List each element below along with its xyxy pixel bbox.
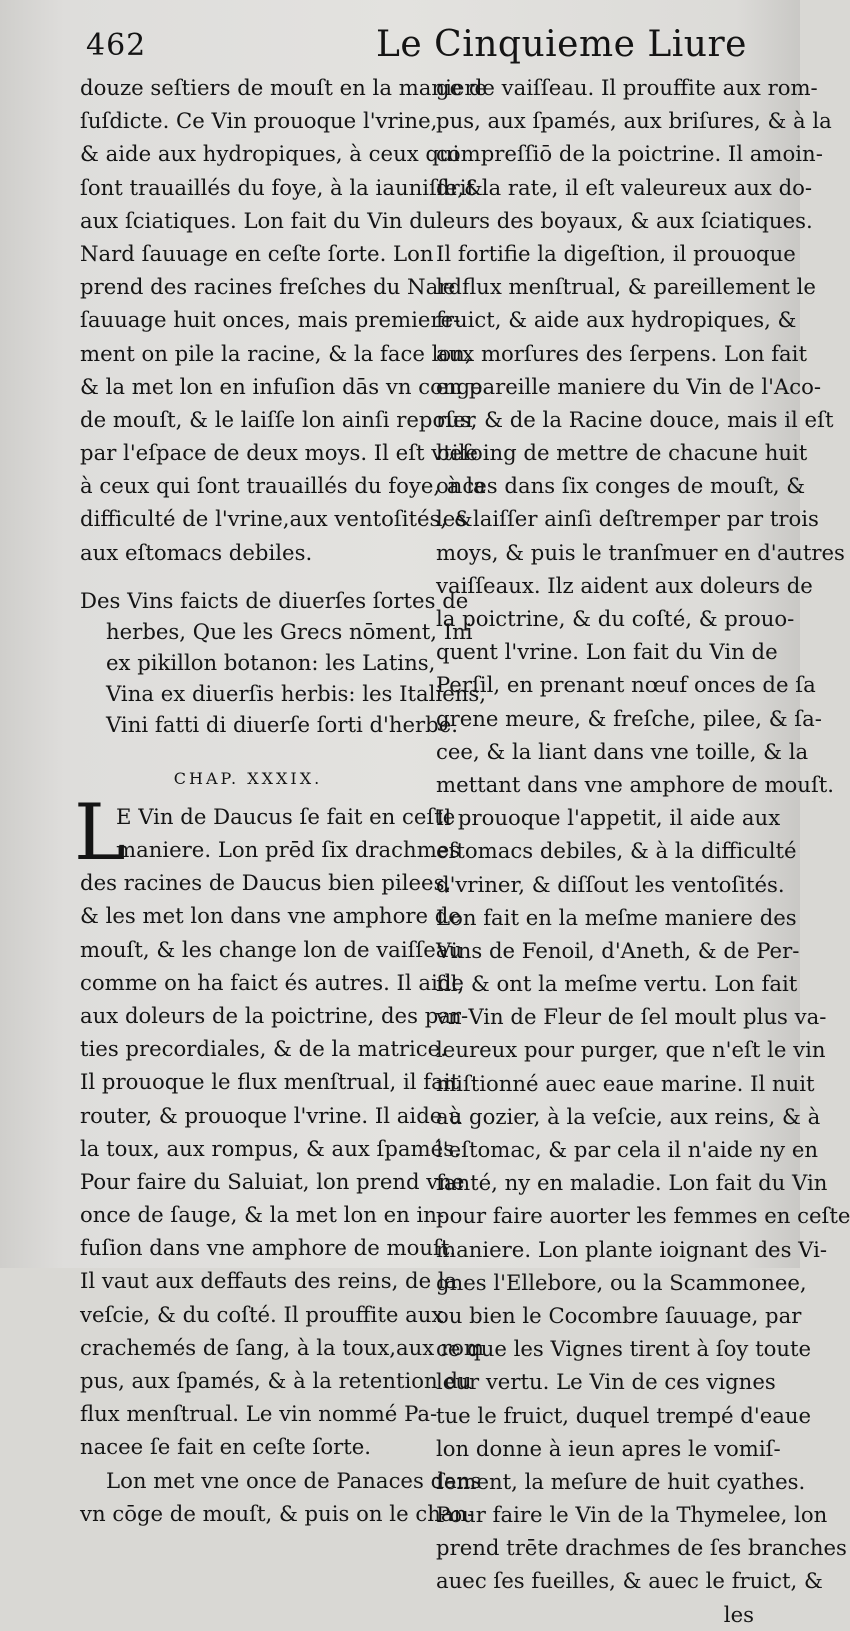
text-line: Nard ſauuage en ceſte ſorte. Lon <box>80 240 434 266</box>
text-line: la toux, aux rompus, & aux ſpamés. <box>80 1135 461 1161</box>
left-paragraph-1 <box>80 71 488 569</box>
text-line: des racines de Daucus bien pilees, <box>80 870 452 896</box>
text-line: de mouſt, & le laiſſe lon ainſi repoſer <box>80 406 476 432</box>
text-line: E Vin de Daucus ſe fait en ceſte <box>116 803 456 829</box>
text-line: les laiſſer ainſi deſtremper par trois <box>436 506 819 532</box>
text-line: vn cōge de mouſt, & puis on le chan- <box>80 1500 475 1526</box>
text-line: à ceux qui ſont trauaillés du foye, à la <box>80 473 486 499</box>
text-line: veſcie, & du coſté. Il prouffite aux <box>80 1301 444 1327</box>
text-line: ce que les Vignes tirent à ſoy toute <box>436 1336 812 1362</box>
text-line: d'vriner, & diſſout les ventoſités. <box>436 871 785 897</box>
text-line: en pareille maniere du Vin de l'Aco- <box>436 373 822 399</box>
text-line: ſement, la meſure de huit cyathes. <box>436 1468 806 1494</box>
text-line: prend des racines freſches du Nard <box>80 274 462 300</box>
text-line: ex pikillon botanon: les Latins, <box>106 649 436 675</box>
text-line: grene meure, & freſche, pilee, & ſa- <box>436 705 822 731</box>
text-line: quent l'vrine. Lon fait du Vin de <box>436 639 778 665</box>
text-line: ſauuage huit onces, mais premiere- <box>80 307 461 333</box>
right-paragraph <box>436 71 850 1598</box>
text-line: Pour faire du Saluiat, lon prend vne <box>80 1168 465 1194</box>
text-line: fuſion dans vne amphore de mouſt. <box>80 1235 457 1261</box>
text-line: auec ſes fueilles, & auec le fruict, & <box>436 1568 823 1594</box>
text-line: fruict, & aide aux hydropiques, & <box>436 307 797 333</box>
text-line: compreſſiō de la poictrine. Il amoin- <box>436 141 823 167</box>
text-line: moys, & puis le tranſmuer en d'autres <box>436 539 845 565</box>
text-line: ſont trauaillés du foye, à la iauniſſe,& <box>80 174 483 200</box>
text-line: prend trēte drachmes de ſes branches <box>436 1535 847 1561</box>
text-line: Vins de Fenoil, d'Aneth, & de Per- <box>436 937 800 963</box>
catchword: les <box>723 1601 754 1627</box>
text-line: once de ſauge, & la met lon en in- <box>80 1202 445 1228</box>
text-line: l'eſtomac, & par cela il n'aide ny en <box>436 1137 819 1162</box>
text-line: pus, aux ſpamés, aux briſures, & à la <box>436 108 832 134</box>
text-line: leureux pour purger, que n'eſt le vin <box>436 1037 826 1063</box>
right-column <box>436 71 850 1631</box>
text-line: ment on pile la racine, & la face lon, <box>80 340 472 366</box>
text-line: miſtionné auec eaue marine. Il nuit <box>436 1070 815 1096</box>
text-line: pus, aux ſpamés, & à la retention du <box>80 1368 472 1393</box>
text-line: Perſil, en prenant nœuf onces de ſa <box>436 672 816 698</box>
text-line: vn Vin de Fleur de ſel moult plus va- <box>436 1004 827 1030</box>
page-number: 462 <box>86 28 147 63</box>
text-line: herbes, Que les Grecs nōment, Ini <box>106 618 473 644</box>
left-paragraph-2 <box>74 787 484 1530</box>
text-line: Il fortifie la digeſtion, il prouoque <box>436 240 796 266</box>
text-line: maniere. Lon plante ioignant des Vi- <box>436 1236 828 1262</box>
text-line: Il prouoque le flux menſtrual, il fait <box>80 1069 460 1095</box>
text-line: Pour faire le Vin de la Thymelee, lon <box>436 1502 828 1528</box>
text-line: ſanté, ny en maladie. Lon fait du Vin <box>436 1170 828 1196</box>
text-line: Vini fatti di diuerſe ſorti d'herbe. <box>106 711 459 737</box>
text-line: Des Vins faicts de diuerſes ſortes de <box>80 587 469 613</box>
text-line: douze seſtiers de mouſt en la maniere <box>80 75 488 100</box>
text-line: & aide aux hydropiques, à ceux qui <box>80 141 460 167</box>
text-line: difficulté de l'vrine,aux ventoſités, & <box>80 506 473 532</box>
page-header <box>86 20 766 70</box>
text-line: aux ſciatiques. Lon fait du Vin du <box>80 207 437 233</box>
text-line: ou bien le Cocombre ſauuage, par <box>436 1302 802 1328</box>
text-line: router, & prouoque l'vrine. Il aide à <box>80 1102 462 1128</box>
running-title: Le Cinquieme Liure <box>376 24 747 65</box>
text-line: leurs des boyaux, & aux ſciatiques. <box>436 207 813 233</box>
text-line: la poictrine, & du coſté, & prouo- <box>436 606 795 631</box>
text-line: cee, & la liant dans vne toille, & la <box>436 738 809 764</box>
text-line: leur vertu. Le Vin de ces vignes <box>436 1369 776 1395</box>
text-line: le flux menſtrual, & pareillement le <box>436 274 816 300</box>
text-line: comme on ha faict és autres. Il aide <box>80 969 464 995</box>
text-line: rus, & de la Racine douce, mais il eſt <box>436 406 834 432</box>
text-line: drit la rate, il eſt valeureux aux do- <box>436 174 813 200</box>
text-line: crachemés de ſang, à la toux,aux rom <box>80 1334 484 1360</box>
text-line: gnes l'Ellebore, ou la Scammonee, <box>436 1269 807 1295</box>
text-line: aux morſures des ſerpens. Lon fait <box>436 340 807 366</box>
text-line: & les met lon dans vne amphore de <box>80 903 461 929</box>
text-line: aux eſtomacs debiles. <box>80 539 313 565</box>
text-line: au gozier, à la veſcie, aux reins, & à <box>436 1103 821 1129</box>
text-line: ties precordiales, & de la matrice. <box>80 1036 447 1062</box>
text-line: tue le fruict, duquel trempé d'eaue <box>436 1402 812 1428</box>
chapter-heading <box>80 585 486 740</box>
text-line: flux menſtrual. Le vin nommé Pa- <box>80 1401 438 1427</box>
text-line: nacee ſe fait en ceſte ſorte. <box>80 1434 372 1460</box>
text-line: Vina ex diuerſis herbis: les Italiens, <box>106 680 486 706</box>
text-line: pour faire auorter les femmes en ceſte <box>436 1203 850 1229</box>
text-line: mettant dans vne amphore de mouſt. <box>436 771 835 797</box>
drop-cap: L <box>74 787 126 878</box>
text-line: Il vaut aux deffauts des reins, de la <box>80 1268 458 1294</box>
text-line: & la met lon en infuſion dās vn conge <box>80 373 483 399</box>
text-line: ge de vaiſſeau. Il prouffite aux rom- <box>436 75 818 100</box>
text-line: vaiſſeaux. Ilz aident aux doleurs de <box>436 572 813 598</box>
text-line: lon donne à ieun apres le vomiſ- <box>436 1435 781 1461</box>
left-column <box>74 71 488 1530</box>
text-line: par l'eſpace de deux moys. Il eſt vtile <box>80 440 478 466</box>
text-line: Lon met vne once de Panaces dans <box>106 1467 482 1493</box>
text-line: Lon fait en la meſme maniere des <box>436 904 797 930</box>
text-line: aux doleurs de la poictrine, des par- <box>80 1002 469 1028</box>
text-line: eſtomacs debiles, & à la difficulté <box>436 838 797 864</box>
spacer <box>80 569 416 585</box>
chapter-number: CHAP. XXXIX. <box>173 768 323 788</box>
text-line: onces dans ſix conges de mouſt, & <box>436 473 806 499</box>
text-line: maniere. Lon prēd ſix drachmes <box>116 837 461 862</box>
text-line: ſuſdicte. Ce Vin prouoque l'vrine, <box>80 108 438 134</box>
text-line: ſil, & ont la meſme vertu. Lon fait <box>436 971 798 997</box>
text-line: Il prouoque l'appetit, il aide aux <box>436 805 781 831</box>
text-line: mouſt, & les change lon de vaiſſeau <box>80 936 463 962</box>
text-line: beſoing de mettre de chacune huit <box>436 440 808 466</box>
